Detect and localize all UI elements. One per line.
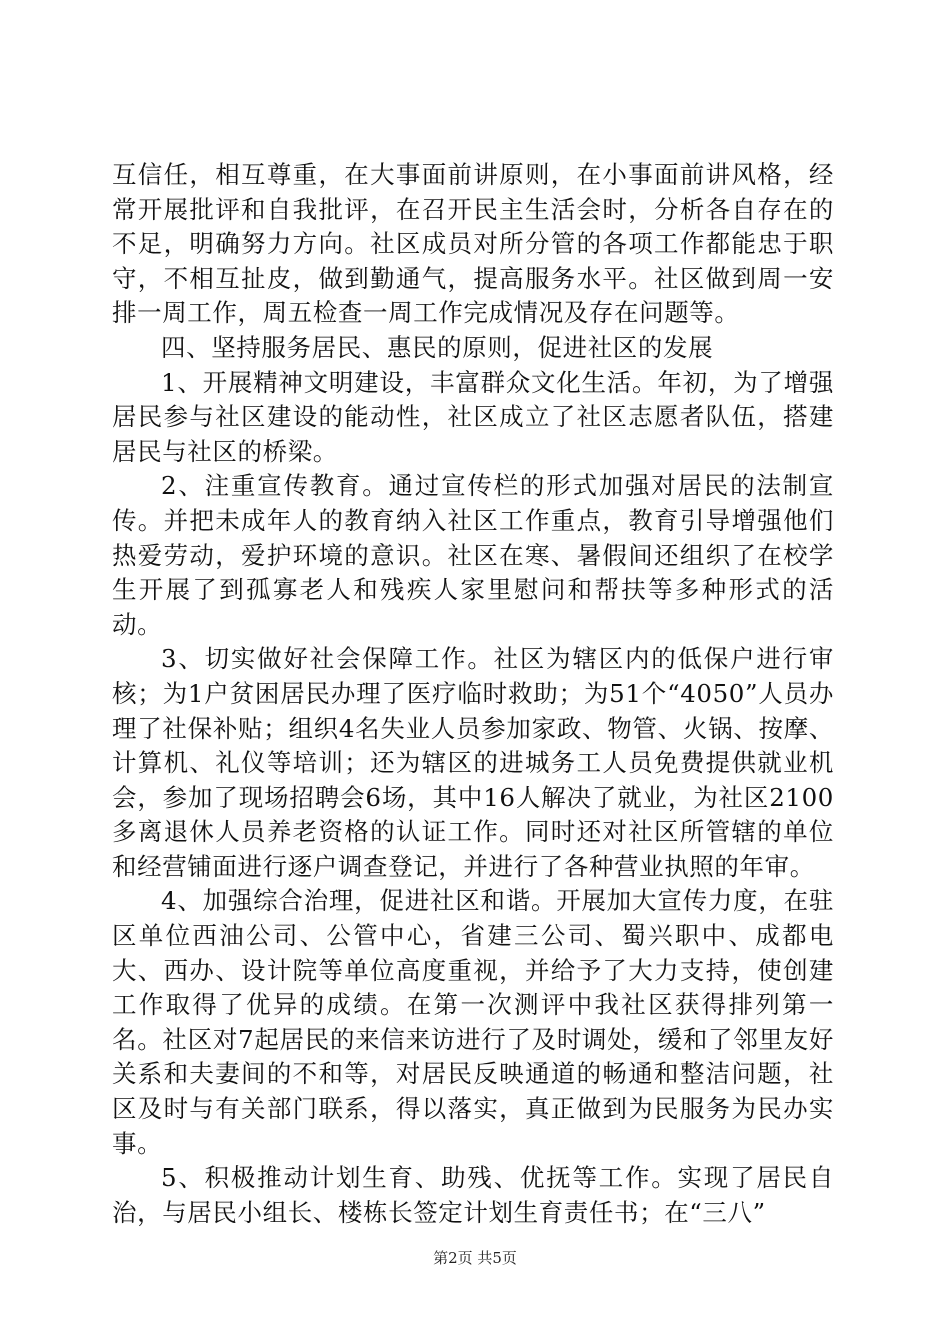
page-footer: 第2页 共5页 <box>433 1249 517 1267</box>
paragraph-item-3: 3、切实做好社会保障工作。社区为辖区内的低保户进行审核；为1户贫困居民办理了医疗临时救助；为51个“4050”人员办理了社保补贴；组织4名失业人员参加家政、物管、火锅、按摩、计算机、礼仪等培训；还为辖区的进城务工人员免费提供就业机会，参加了现场招聘会6场，其中16人解决了就业，为社区2100多离退休人员养老资格的认证工作。同时还对社区所管辖的单位和经营铺面进行逐户调查登记，并进行了各种营业执照的年审。 <box>112 644 834 881</box>
document-body <box>112 158 834 1230</box>
paragraph-item-4: 4、加强综合治理，促进社区和谐。开展加大宣传力度，在驻区单位西油公司、公管中心，省建三公司、蜀兴职中、成都电大、西办、设计院等单位高度重视，并给予了大力支持，使创建工作取得了优异的成绩。在第一次测评中我社区获得排列第一名。社区对7起居民的来信来访进行了及时调处，缓和了邻里友好关系和夫妻间的不和等，对居民反映通道的畅通和整洁问题，社区及时与有关部门联系，得以落实，真正做到为民服务为民办实事。 <box>112 886 834 1158</box>
paragraph-item-1: 1、开展精神文明建设，丰富群众文化生活。年初，为了增强居民参与社区建设的能动性，社区成立了社区志愿者队伍，搭建居民与社区的桥梁。 <box>112 367 834 466</box>
paragraph-continuation: 互信任，相互尊重，在大事面前讲原则，在小事面前讲风格，经常开展批评和自我批评，在召开民主生活会时，分析各自存在的不足，明确努力方向。社区成员对所分管的各项工作都能忠于职守，不相互扯皮，做到勤通气，提高服务水平。社区做到周一安排一周工作，周五检查一周工作完成情况及存在问题等。 <box>112 160 834 328</box>
paragraph-item-2: 2、注重宣传教育。通过宣传栏的形式加强对居民的法制宣传。并把未成年人的教育纳入社区工作重点，教育引导增强他们热爱劳动，爱护环境的意识。社区在寒、暑假间还组织了在校学生开展了到孤寡老人和残疾人家里慰问和帮扶等多种形式的活动。 <box>112 471 834 639</box>
section-heading-4: 四、坚持服务居民、惠民的原则，促进社区的发展 <box>161 332 714 362</box>
paragraph-item-5: 5、积极推动计划生育、助残、优抚等工作。实现了居民自治，与居民小组长、楼栋长签定计划生育责任书；在“三八” <box>112 1163 834 1227</box>
